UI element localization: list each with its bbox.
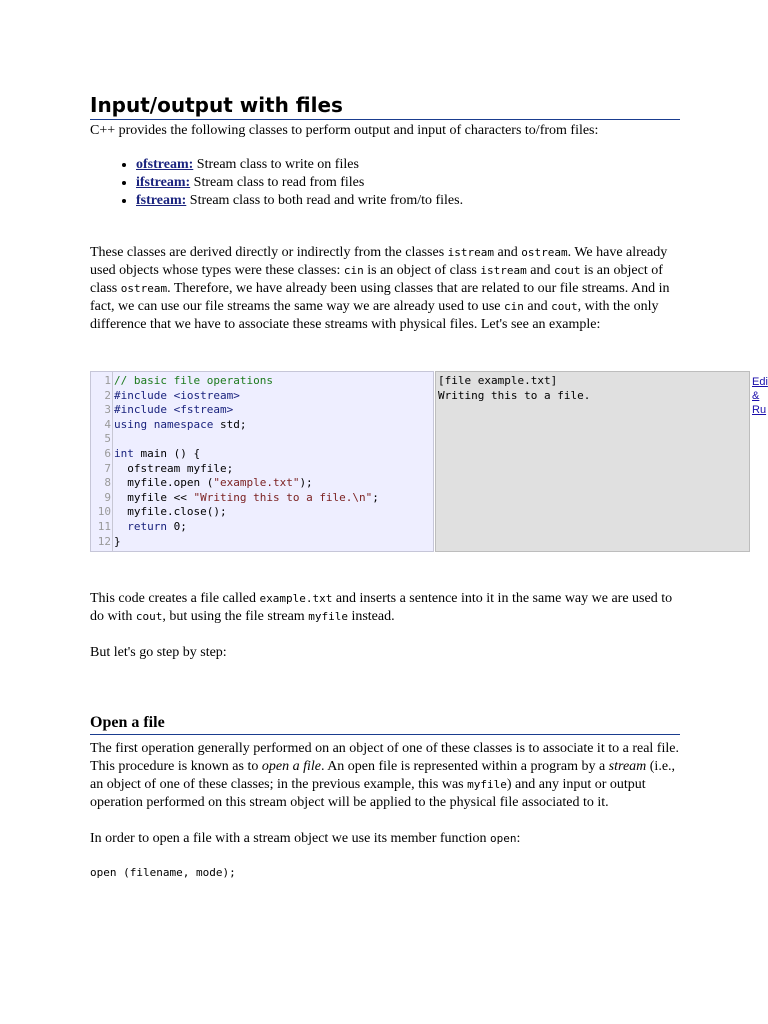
- section-heading: Open a file: [90, 713, 680, 735]
- code-line: return 0;: [114, 519, 187, 533]
- code-text: [114, 374, 379, 549]
- list-item: • ofstream: Stream class to write on files: [136, 156, 680, 174]
- paragraph-derived-classes: These classes are derived directly or indirectly from the classes istream and ostream. We have already used objects whose types were these classes: cin is an object of class istream and cout is an object of class ostream. Therefore, we have already been using classes that are related to our file streams. And in fact, we can use our file streams the same way we are already used to use cin and cout, with the only difference that we have to associate these streams with physical files. Let's see an example:: [90, 245, 670, 332]
- fstream-link[interactable]: fstream:: [136, 193, 187, 208]
- edit-run-link[interactable]: Edi & Ru: [752, 376, 768, 416]
- paragraph-open-function: In order to open a file with a stream object we use its member function open:: [90, 831, 521, 846]
- code-line: ofstream myfile;: [114, 461, 234, 475]
- code-line: }: [114, 534, 121, 548]
- ofstream-link[interactable]: ofstream:: [136, 157, 194, 172]
- code-line: myfile.close();: [114, 505, 227, 519]
- code-line: #include <fstream>: [114, 403, 234, 417]
- code-line: myfile << "Writing this to a file.\n";: [114, 490, 379, 504]
- paragraph-open-file: The first operation generally performed on an object of one of these classes is to associate it to a real file. This procedure is known as to open a file. An open file is represented within a program by a stream (i.e., an object of one of these classes; in the previous example, this was myfile) and any input or output operation performed on this stream object will be applied to the physical file associated to it.: [90, 741, 679, 810]
- gutter-divider: [112, 372, 113, 551]
- content-top: [90, 92, 680, 334]
- line-numbers: 1 2 3 4 5 6 7 8 9 10 11 12: [97, 374, 111, 548]
- paragraph-step-by-step: But let's go step by step:: [90, 645, 227, 660]
- list-item: • fstream: Stream class to both read and write from/to files.: [136, 192, 680, 210]
- code-box[interactable]: [90, 371, 434, 552]
- code-line: [114, 432, 379, 447]
- page-title: Input/output with files: [90, 92, 680, 120]
- paragraph-code-explanation: This code creates a file called example.txt and inserts a sentence into it in the same way we are used to do with cout, but using the file stream myfile instead.: [90, 591, 673, 624]
- code-line: myfile.open ("example.txt");: [114, 476, 313, 490]
- intro-text: C++ provides the following classes to perform output and input of characters to/from files:: [90, 123, 599, 138]
- list-item: • ifstream: Stream class to read from files: [136, 174, 680, 192]
- code-line: // basic file operations: [114, 374, 273, 387]
- ifstream-link[interactable]: ifstream:: [136, 175, 191, 190]
- output-box: [435, 371, 750, 552]
- class-list: [90, 156, 680, 210]
- output-text: [file example.txt] Writing this to a file.: [438, 374, 591, 402]
- code-line: int main () {: [114, 446, 201, 460]
- content-bottom: [90, 590, 680, 882]
- code-snippet: open (filename, mode);: [90, 866, 236, 879]
- code-line: using namespace std;: [114, 417, 247, 431]
- code-line: #include <iostream>: [114, 388, 240, 402]
